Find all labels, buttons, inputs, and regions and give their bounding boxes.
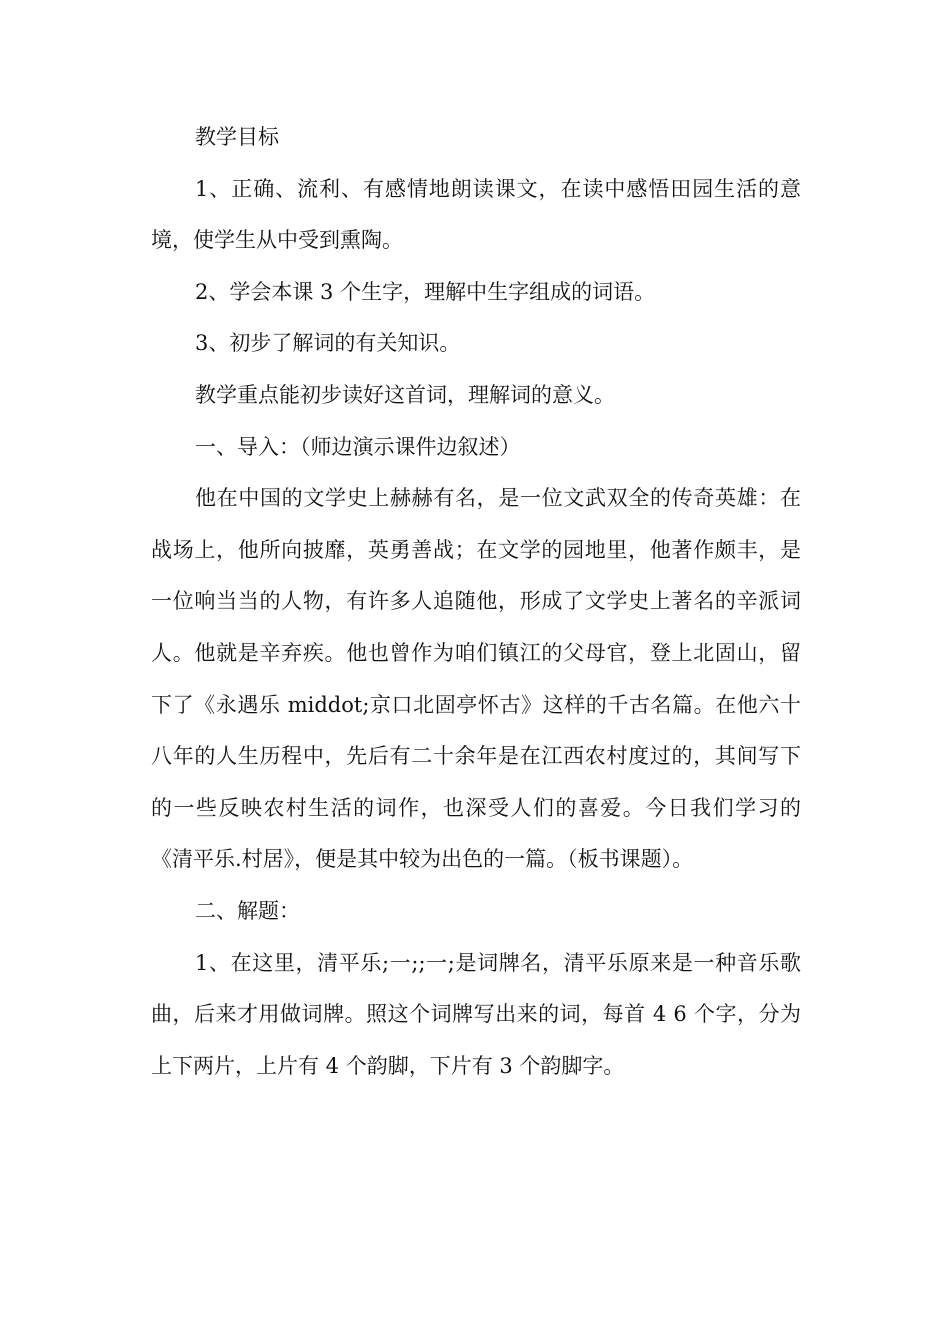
- introduction-paragraph: 他在中国的文学史上赫赫有名，是一位文武双全的传奇英雄：在战场上，他所向披靡，英勇善战；在文学的园地里，他著作颇丰，是一位响当当的人物，有许多人追随他，形成了文学史上著名的辛派词人。他就是辛弃疾。他也曾作为咱们镇江的父母官，登上北固山，留下了《永遇乐 middot;京口北固亭怀古》这样的千古名篇。在他六十八年的人生历程中，先后有二十余年是在江西农村度过的，其间写下的一些反映农村生活的词作，也深受人们的喜爱。今日我们学习的《清平乐.村居》，便是其中较为出色的一篇。（板书课题）。: [151, 486, 801, 872]
- teaching-focus: 教学重点能初步读好这首词，理解词的意义。: [195, 382, 615, 407]
- section-introduction-heading: 一、导入：（师边演示课件边叙述）: [195, 434, 521, 459]
- heading-teaching-goals: 教学目标: [195, 125, 279, 149]
- goal-item-2: 2、学会本课 3 个生字，理解中生字组成的词语。: [195, 279, 656, 304]
- title-explanation-item-1: 1、在这里，清平乐;一;;一;是词牌名，清平乐原来是一种音乐歌曲，后来才用做词牌。照这个词牌写出来的词，每首 4 6 个字，分为上下两片，上片有 4 个韵脚，下片有 3 个韵脚字。: [151, 950, 801, 1078]
- goal-item-3: 3、初步了解词的有关知识。: [195, 331, 461, 356]
- section-title-explanation-heading: 二、解题：: [195, 898, 300, 923]
- goal-item-1: 1、正确、流利、有感情地朗读课文，在读中感悟田园生活的意境，使学生从中受到熏陶。: [151, 176, 801, 253]
- document-body: [151, 112, 801, 1092]
